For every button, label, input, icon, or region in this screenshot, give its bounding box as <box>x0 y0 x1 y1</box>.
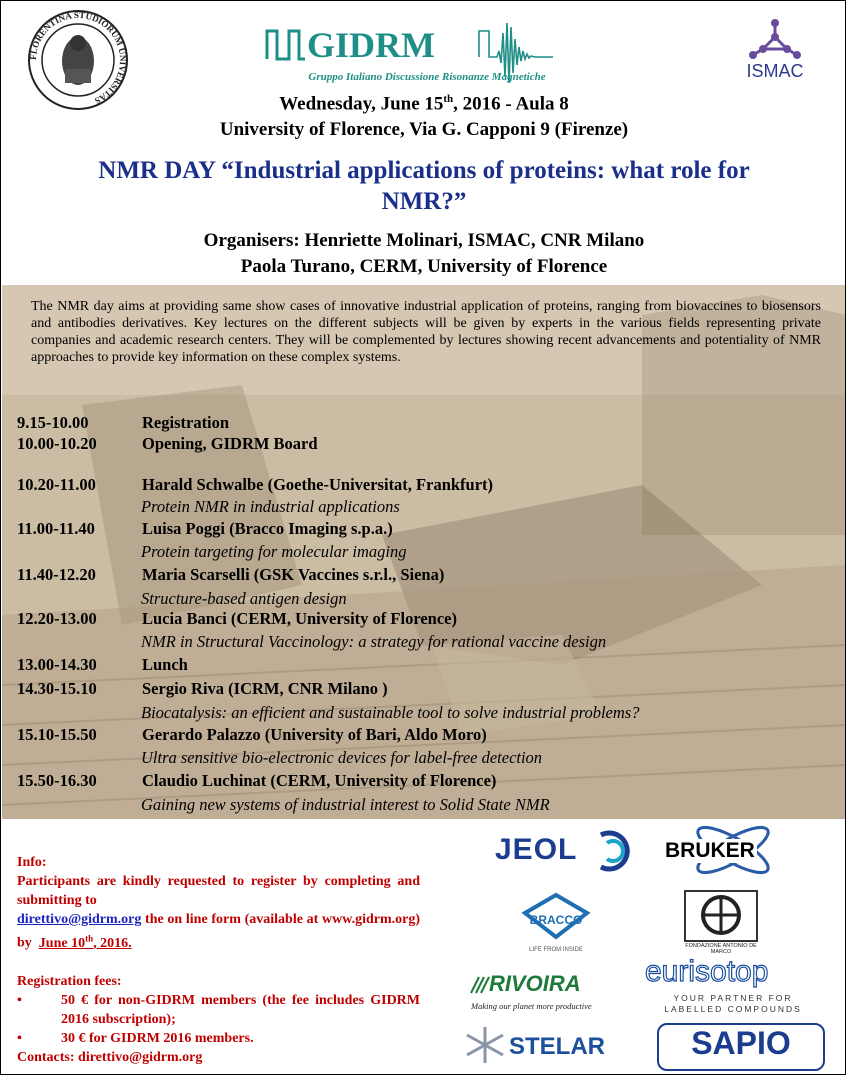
program-time: 12.20-13.00 <box>17 609 97 628</box>
jeol-swoosh-icon <box>593 829 631 873</box>
organisers-line-2: Paola Turano, CERM, University of Florence <box>240 256 608 277</box>
bruker-logo <box>661 819 801 881</box>
form-text: the on line form (available at www.gidrm.org) by <box>17 912 420 951</box>
intro-paragraph: The NMR day aims at providing same show cases of innovative industrial application of proteins, ranging from biovaccines to biosensors and antibodies derivatives. Key lectures on the different subjects will be given by experts in the various fields representing private companies and academic research centers. They will be complemented by lectures showing recent advancements and potentiality of NMR approaches to provide key information on these complex systems. <box>31 299 821 365</box>
eurisotop-tagline-1: YOUR PARTNER FOR <box>673 993 793 1003</box>
stelar-logo <box>461 1023 615 1067</box>
program-topic: Protein NMR in industrial applications <box>141 497 400 516</box>
program-row <box>17 565 444 585</box>
sapio-logo <box>657 1023 825 1071</box>
program-row <box>17 519 393 539</box>
date-sup: th <box>443 93 454 105</box>
program-event: Registration <box>142 413 230 432</box>
gidrm-name: GIDRM <box>307 25 435 65</box>
deadline-suffix: , 2016. <box>93 935 132 951</box>
rivoira-logo <box>469 971 619 1015</box>
program-time: 11.40-12.20 <box>17 565 96 584</box>
program-time: 9.15-10.00 <box>17 413 89 432</box>
eurisotop-logo <box>645 955 821 1015</box>
program-time: 14.30-15.10 <box>17 679 97 698</box>
bruker-name: BRUKER <box>665 839 755 862</box>
organisers-line-1: Organisers: Henriette Molinari, ISMAC, CNR Milano <box>203 230 645 251</box>
sapio-name: SAPIO <box>691 1025 791 1061</box>
eurisotop-tagline-2: LABELLED COMPOUNDS <box>664 1004 802 1014</box>
rivoira-name: RIVOIRA <box>489 971 581 996</box>
program-row <box>17 771 496 791</box>
program-time: 15.50-16.30 <box>17 771 97 790</box>
program-event: Claudio Luchinat (CERM, University of Florence) <box>142 771 497 790</box>
date-text: Wednesday, June 15 <box>279 93 444 115</box>
event-venue: University of Florence, Via G. Capponi 9 (Firenze) <box>219 119 629 140</box>
program-event: Sergio Riva (ICRM, CNR Milano ) <box>142 679 388 698</box>
date-suffix: , 2016 - Aula 8 <box>453 93 569 115</box>
program-event: Harald Schwalbe (Goethe-Universitat, Frankfurt) <box>142 475 494 494</box>
program-topic: NMR in Structural Vaccinology: a strategy for rational vaccine design <box>141 632 607 651</box>
bracco-tagline: LIFE FROM INSIDE <box>529 947 583 953</box>
deadline-sup: th <box>85 933 94 943</box>
program-row <box>17 475 493 495</box>
rivoira-stripes-icon <box>469 975 491 995</box>
gidrm-subtitle: Gruppo Italiano Discussione Risonanze Magnetiche <box>308 71 546 83</box>
fees-list <box>17 991 420 1048</box>
stelar-star-icon <box>461 1025 509 1065</box>
program-event: Gerardo Palazzo (University of Bari, Aldo Moro) <box>142 725 487 744</box>
jeol-name: JEOL <box>495 833 578 866</box>
deadline-text: June 10 <box>38 935 86 951</box>
bracco-logo <box>511 891 601 963</box>
email-link[interactable]: direttivo@gidrm.org <box>17 912 142 927</box>
program-event: Lucia Banci (CERM, University of Florence) <box>142 609 457 628</box>
program-row <box>17 655 188 675</box>
program-topic: Structure-based antigen design <box>141 589 347 608</box>
register-text: Participants are kindly requested to register by completing and submitting to <box>17 874 420 908</box>
program-row <box>17 413 229 433</box>
stelar-name: STELAR <box>509 1033 605 1060</box>
program-event: Maria Scarselli (GSK Vaccines s.r.l., Siena) <box>142 565 445 584</box>
event-date <box>1 93 846 115</box>
fee-item: • 50 € for non-GIDRM members (the fee includes GIDRM 2016 subscription); <box>17 991 420 1029</box>
register-form-text <box>17 910 420 953</box>
program-event: Opening, GIDRM Board <box>142 434 318 453</box>
seal-text: FLORENTINA STUDIORUM UNIVERSITAS <box>27 9 129 107</box>
program-time: 10.00-10.20 <box>17 434 97 453</box>
program-row <box>17 434 318 454</box>
program-time: 11.00-11.40 <box>17 519 95 538</box>
program-event: Luisa Poggi (Bracco Imaging s.p.a.) <box>142 519 393 538</box>
program-topic: Protein targeting for molecular imaging <box>141 542 407 561</box>
program-row <box>17 679 388 699</box>
rivoira-tagline: Making our planet more productive <box>471 1001 592 1011</box>
contacts: Contacts: direttivo@gidrm.org <box>17 1049 203 1065</box>
program-time: 13.00-14.30 <box>17 655 97 674</box>
program-time: 15.10-15.50 <box>17 725 97 744</box>
eurisotop-name: eurisotop <box>645 955 769 988</box>
title-line-2: NMR?” <box>381 188 467 215</box>
program-topic: Gaining new systems of industrial interest to Solid State NMR <box>141 795 550 814</box>
info-heading: Info: <box>17 855 47 870</box>
bracco-name: BRACCO <box>529 913 583 927</box>
fees-heading: Registration fees: <box>17 973 122 989</box>
fondazione-logo <box>677 887 765 955</box>
event-title <box>1 155 846 217</box>
program-time: 10.20-11.00 <box>17 475 96 494</box>
fondazione-mark-icon <box>677 887 765 943</box>
info-section <box>17 853 420 1067</box>
program-event: Lunch <box>142 655 188 674</box>
fee-item: • 30 € for GIDRM 2016 members. <box>17 1029 420 1048</box>
deadline <box>38 933 132 951</box>
fondazione-name: FONDAZIONE ANTONIO DE MARCO <box>685 943 757 955</box>
program-topic: Ultra sensitive bio-electronic devices for label-free detection <box>141 748 543 767</box>
program-row <box>17 725 487 745</box>
ismac-label: ISMAC <box>746 61 804 81</box>
program-row <box>17 609 457 629</box>
title-line-1: NMR DAY “Industrial applications of proteins: what role for <box>98 157 750 184</box>
jeol-logo <box>495 829 635 873</box>
program-topic: Biocatalysis: an efficient and sustainable tool to solve industrial problems? <box>141 703 640 722</box>
